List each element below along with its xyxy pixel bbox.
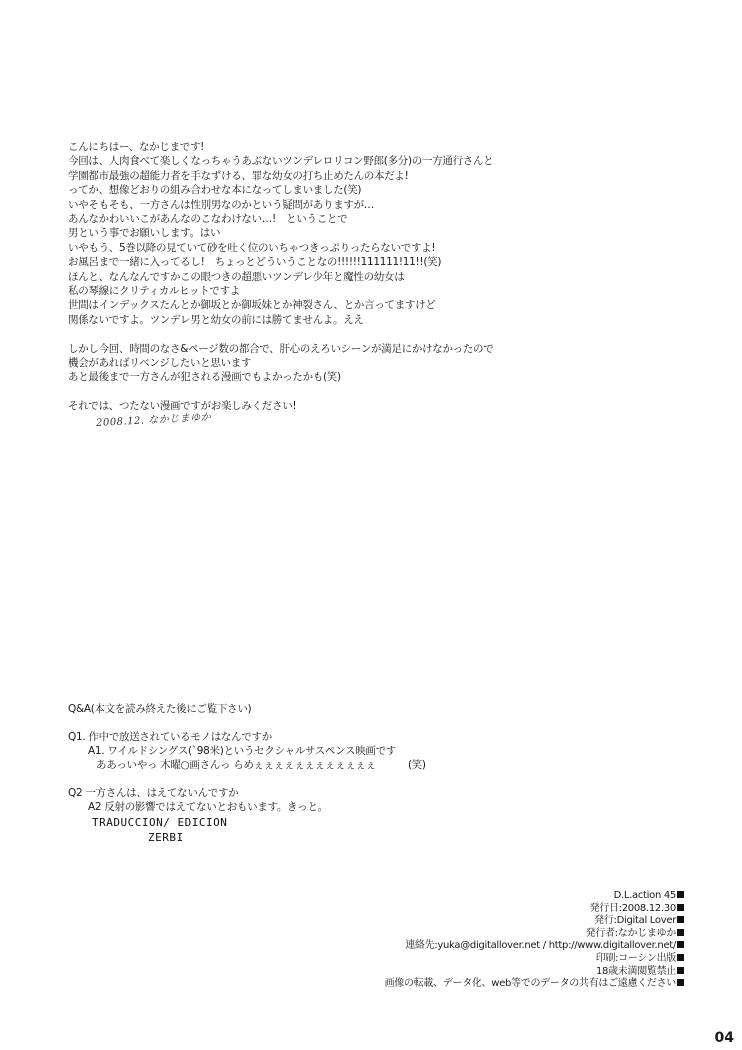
qa-answer-1: A1. ワイルドシングス(`98米)というセクシャルサスペンス映画です — [88, 745, 397, 757]
colophon-line — [385, 953, 684, 966]
translator-credit — [92, 815, 227, 845]
square-bullet-icon — [677, 904, 684, 911]
colophon — [385, 890, 684, 991]
colophon-text: 18歳未満閲覧禁止 — [595, 965, 676, 977]
colophon-text: 発行:Digital Lover — [594, 915, 676, 927]
qa-answer-2: A2 反射の影響ではえてないとおもいます。きっと。 — [88, 801, 328, 813]
afterword-line: いやもう、5巻以降の見ていて砂を吐く位のいちゃつきっぷりったらないですよ! — [68, 241, 436, 254]
square-bullet-icon — [677, 941, 684, 948]
qa-answer-1-laugh: (笑) — [407, 759, 426, 771]
colophon-line — [385, 978, 684, 991]
colophon-line — [385, 890, 684, 903]
afterword-text — [68, 140, 708, 414]
colophon-text: 印刷:コーシン出版 — [595, 952, 676, 964]
afterword-line: ってか、想像どおりの組み合わせな本になってしまいました(笑) — [68, 184, 362, 197]
square-bullet-icon — [677, 979, 684, 986]
square-bullet-icon — [677, 916, 684, 923]
colophon-text: 発行者:なかじまゆか — [585, 927, 676, 939]
colophon-line — [385, 915, 684, 928]
afterword-line: 関係ないですよ。ツンデレ男と幼女の前には勝てませんよ。ええ — [68, 313, 364, 326]
afterword-line: 男という事でお願いします。はい — [68, 227, 221, 240]
afterword-line: あんなかわいいこがあんなのこなわけない…! ということで — [68, 213, 348, 226]
handwritten-signature: 2008.12. なかじまゆか — [95, 411, 212, 429]
qa-answer-1-cry: ああっいやっ 木曜○画さんっ らめぇぇぇぇぇぇぇぇぇぇぇぇ — [96, 759, 376, 771]
colophon-line — [385, 966, 684, 979]
page-number: 04 — [714, 1030, 734, 1046]
square-bullet-icon — [677, 929, 684, 936]
afterword-line: 世間はインデックスたんとか御坂とか御坂妹とか神裂さん、とか言ってますけど — [68, 299, 436, 312]
colophon-text: 連絡先:yuka@digitallover.net / http://www.digitallover.net/ — [405, 940, 676, 952]
afterword-line: お風呂まで一緒に入ってるし! ちょっとどういうことなの!!!!!!111111!11!!(笑) — [68, 256, 442, 269]
translator-credit-title: TRADUCCION/ EDICION — [92, 816, 228, 829]
afterword-line: 学園都市最強の超能力者を手なずける、罪な幼女の打ち止めたんの本だよ! — [68, 169, 409, 182]
square-bullet-icon — [677, 954, 684, 961]
colophon-line — [385, 928, 684, 941]
qa-question-2: Q2 一方さんは、はえてないんですか — [68, 787, 239, 799]
afterword-line: いやそもそも、一方さんは性別男なのかという疑問がありますが… — [68, 198, 374, 211]
translator-name: ZERBI — [148, 831, 184, 844]
qa-question-1: Q1. 作中で放送されているモノはなんですか — [68, 731, 272, 743]
colophon-line — [385, 903, 684, 916]
qa-section — [68, 702, 708, 814]
afterword-line: しかし今回、時間のなさ&ページ数の都合で、肝心のえろいシーンが満足にかけなかったので — [68, 342, 494, 355]
colophon-text: D.L.action 45 — [613, 890, 676, 901]
afterword-line: 私の琴線にクリティカルヒットですよ — [68, 285, 241, 298]
afterword-closing: それでは、つたない漫画ですがお楽しみください! — [68, 400, 297, 413]
colophon-line — [385, 940, 684, 953]
afterword-line: ほんと、なんなんですかこの眼つきの超悪いツンデレ少年と魔性の幼女は — [68, 270, 405, 283]
afterword-line: こんにちはー、なかじまです! — [68, 141, 205, 153]
afterword-line: 機会があればリベンジしたいと思います — [68, 357, 252, 370]
square-bullet-icon — [677, 891, 684, 898]
qa-answer-1-continued — [68, 758, 708, 772]
colophon-text: 発行日:2008.12.30 — [589, 902, 676, 914]
colophon-text: 画像の転載、データ化、web等でのデータの共有はご遠慮ください — [384, 978, 676, 990]
afterword-line: あと最後まで一方さんが犯される漫画でもよかったかも(笑) — [68, 371, 341, 384]
qa-header: Q&A(本文を読み終えた後にご覧下さい) — [68, 703, 252, 715]
square-bullet-icon — [677, 967, 684, 974]
afterword-line: 今回は、人肉食べて楽しくなっちゃうあぶないツンデレロリコン野郎(多分)の一方通行さんと — [68, 155, 494, 168]
